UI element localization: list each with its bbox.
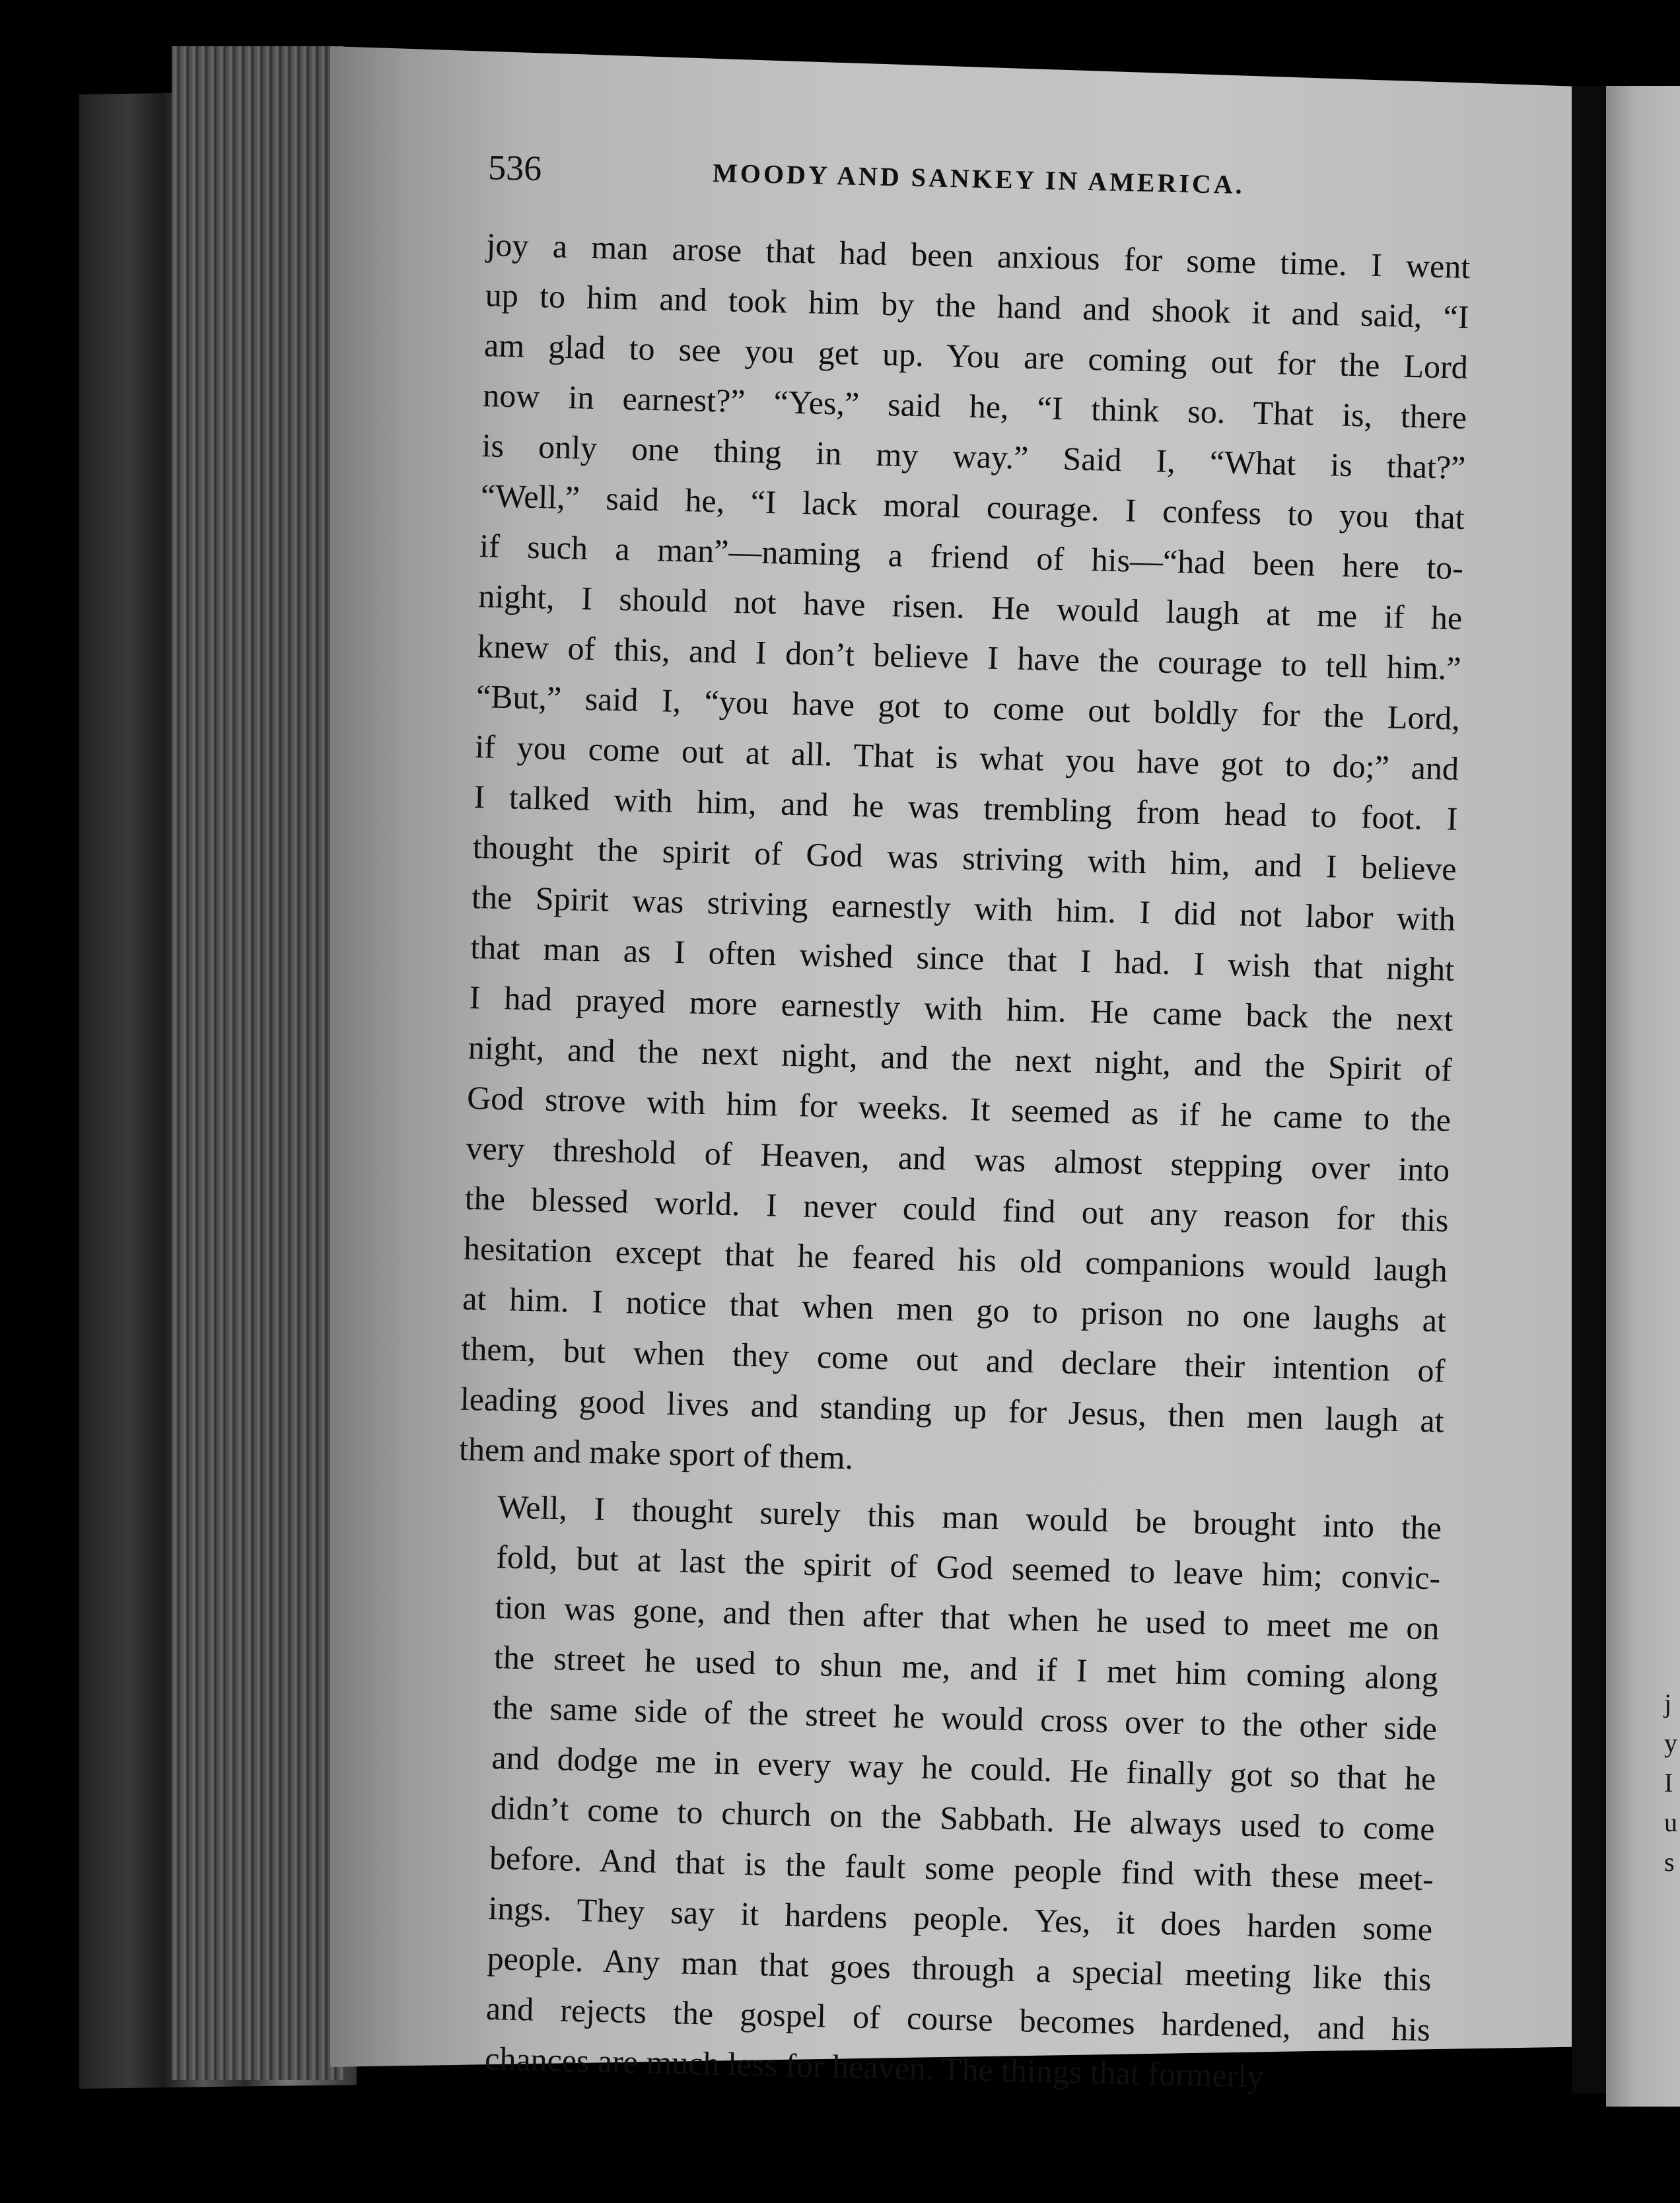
text-line: at him. I notice that when men go to prison no one laughs at bbox=[462, 1279, 1447, 1339]
page-stack-edge bbox=[172, 46, 343, 2080]
gutter-shadow bbox=[1572, 86, 1606, 2093]
text-line: “But,” said I, “you have got to come out boldly for the Lord, bbox=[475, 678, 1461, 737]
running-head-title: MOODY AND SANKEY IN AMERICA. bbox=[712, 157, 1245, 200]
text-line: God strove with him for weeks. It seemed as if he came to the bbox=[466, 1078, 1452, 1138]
text-line: now in earnest?” “Yes,” said he, “I think so. That is, there bbox=[482, 376, 1467, 436]
facing-page-fragment bbox=[1664, 1684, 1680, 1882]
text-line: the blessed world. I never could find out any reason for this bbox=[464, 1179, 1450, 1239]
facing-page-letter: y bbox=[1664, 1728, 1677, 1758]
text-line: is only one thing in my way.” Said I, “What is that?” bbox=[481, 427, 1466, 486]
page-text-block bbox=[378, 145, 1492, 2105]
text-line: people. Any man that goes through a special meeting like this bbox=[487, 1939, 1432, 1998]
text-line: chances are much less for heaven. The things that formerly bbox=[484, 2039, 1264, 2095]
text-line: I talked with him, and he was trembling from head to foot. I bbox=[473, 778, 1458, 837]
text-line: them, but when they come out and declare their intention of bbox=[461, 1329, 1446, 1389]
text-line: I had prayed more earnestly with him. He came back the next bbox=[469, 978, 1454, 1038]
facing-page-letter: I bbox=[1664, 1768, 1673, 1798]
text-line: them and make sport of them. bbox=[458, 1430, 854, 1477]
facing-page-letter: j bbox=[1664, 1689, 1672, 1718]
text-line: up to him and took him by the hand and shook it and said, “I bbox=[485, 276, 1470, 336]
text-line: didn’t come to church on the Sabbath. He always used to come bbox=[490, 1788, 1436, 1848]
text-line: the Spirit was striving earnestly with him. I did not labor with bbox=[471, 878, 1456, 938]
text-line: Well, I thought surely this man would be brought into the bbox=[497, 1488, 1442, 1547]
text-line: night, I should not have risen. He would laugh at me if he bbox=[477, 577, 1463, 637]
text-line: leading good lives and standing up for Jesus, then men laugh at bbox=[460, 1380, 1445, 1440]
body-text bbox=[378, 218, 1490, 2105]
text-line: knew of this, and I don’t believe I have the courage to tell him.” bbox=[477, 627, 1462, 687]
text-line: the street he used to shun me, and if I met him coming along bbox=[493, 1638, 1439, 1697]
text-line: tion was gone, and then after that when he used to meet me on bbox=[495, 1588, 1440, 1647]
text-line: night, and the next night, and the next night, and the Spirit of bbox=[468, 1028, 1453, 1088]
facing-page-letter: s bbox=[1664, 1847, 1675, 1877]
text-line: joy a man arose that had been anxious for some time. I went bbox=[485, 226, 1471, 286]
paragraph bbox=[392, 218, 1490, 1496]
text-line: if such a man”—naming a friend of his—“had been here to- bbox=[479, 527, 1464, 586]
facing-page-letter: u bbox=[1664, 1807, 1677, 1837]
text-line: if you come out at all. That is what you have got to do;” and bbox=[474, 728, 1459, 787]
text-line: before. And that is the fault some people find with these meet- bbox=[489, 1838, 1434, 1898]
text-line: ings. They say it hardens people. Yes, it does harden some bbox=[487, 1889, 1433, 1948]
text-line: that man as I often wished since that I had. I wish that night bbox=[470, 928, 1455, 988]
text-line: hesitation except that he feared his old companions would laugh bbox=[463, 1229, 1448, 1289]
text-line: fold, but at last the spirit of God seemed to leave him; convic- bbox=[495, 1538, 1441, 1597]
text-line: and dodge me in every way he could. He finally got so that he bbox=[491, 1739, 1436, 1798]
text-line: am glad to see you get up. You are coming out for the Lord bbox=[483, 326, 1469, 386]
text-line: “Well,” said he, “I lack moral courage. I confess to you that bbox=[480, 477, 1465, 536]
text-line: thought the spirit of God was striving with him, and I believe bbox=[472, 828, 1457, 888]
page-number: 536 bbox=[487, 147, 542, 189]
text-line: very threshold of Heaven, and was almost stepping over into bbox=[465, 1129, 1450, 1189]
text-line: and rejects the gospel of course becomes hardened, and his bbox=[485, 1989, 1431, 2048]
paragraph bbox=[378, 1479, 1461, 2105]
text-line: the same side of the street he would cross over to the other side bbox=[492, 1689, 1438, 1747]
